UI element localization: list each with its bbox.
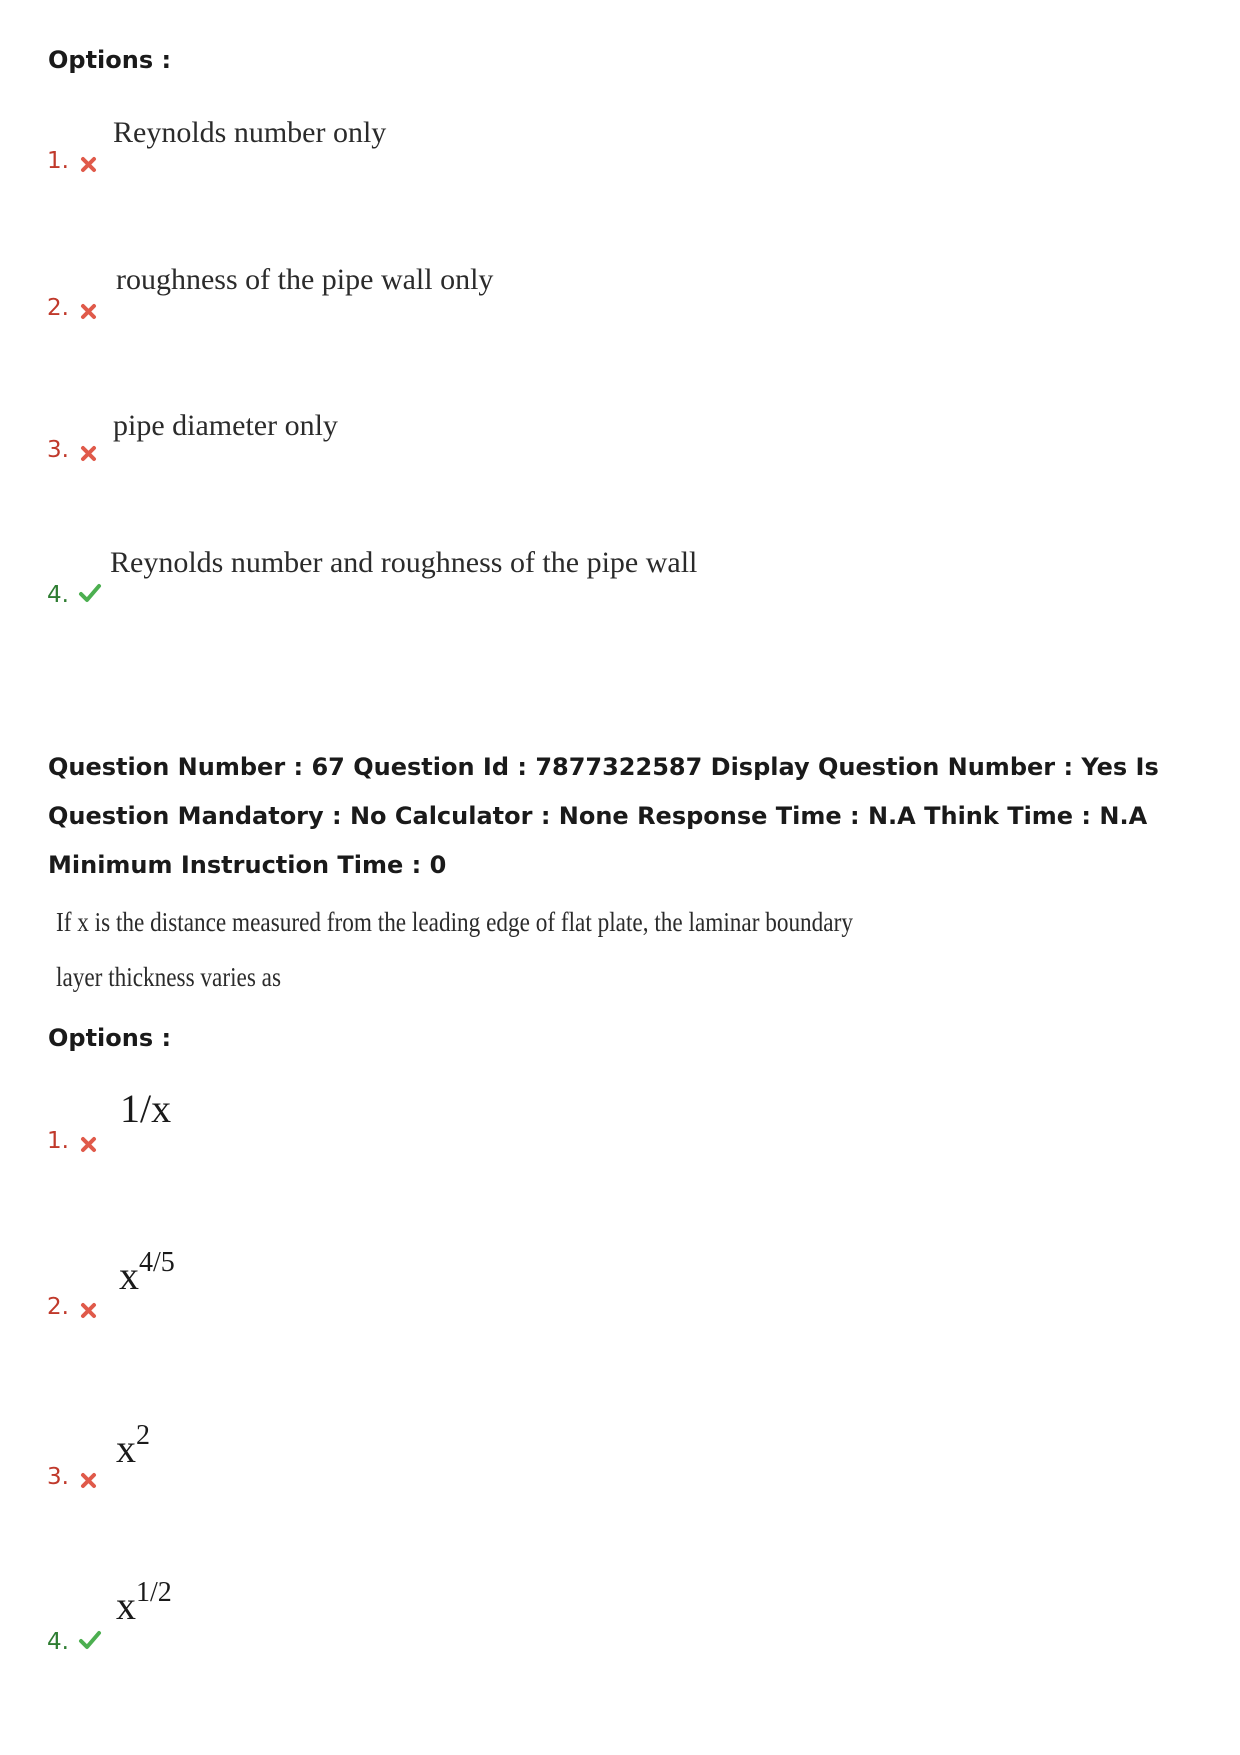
option-text[interactable]: pipe diameter only [113, 409, 338, 442]
question-metadata: Question Number : 67 Question Id : 7877322587 Display Question Number : Yes Is Question Mandatory : No Calculator : None Response Time : N.A Think Time : N.A Minimum Instruction Time : 0 [48, 753, 1159, 879]
math-base: x [119, 1253, 139, 1298]
option-math[interactable] [120, 1085, 171, 1132]
option-text[interactable]: Reynolds number and roughness of the pipe wall [110, 546, 698, 579]
cross-icon [78, 300, 100, 322]
option-number: 2. [47, 295, 69, 321]
cross-icon [78, 1469, 100, 1491]
cross-icon [78, 442, 100, 464]
math-exponent: 1/2 [136, 1577, 172, 1608]
math-base: x [116, 1426, 136, 1471]
option-math[interactable] [116, 1577, 172, 1629]
options-heading: Options : [48, 1024, 172, 1052]
math-base: 1/x [120, 1086, 172, 1131]
option-number: 1. [47, 1128, 69, 1154]
option-number: 4. [47, 582, 69, 608]
cross-icon [78, 1299, 100, 1321]
cross-icon [78, 153, 100, 175]
option-number: 3. [47, 437, 69, 463]
math-exponent: 4/5 [139, 1247, 175, 1278]
math-exponent: 2 [136, 1420, 150, 1451]
options-heading: Options : [48, 46, 172, 74]
option-number: 1. [47, 148, 69, 174]
check-icon [78, 581, 102, 605]
question-text-line2: layer thickness varies as [56, 962, 282, 992]
option-number: 2. [47, 1294, 69, 1320]
option-number: 3. [47, 1464, 69, 1490]
question-text-line1: If x is the distance measured from the leading edge of flat plate, the laminar boundary [56, 907, 853, 937]
math-base: x [116, 1583, 136, 1628]
cross-icon [78, 1133, 100, 1155]
option-text[interactable]: roughness of the pipe wall only [116, 263, 494, 296]
check-icon [78, 1628, 102, 1652]
option-math[interactable] [116, 1420, 150, 1472]
option-math[interactable] [119, 1247, 175, 1299]
option-number: 4. [47, 1629, 69, 1655]
option-text[interactable]: Reynolds number only [113, 116, 387, 149]
